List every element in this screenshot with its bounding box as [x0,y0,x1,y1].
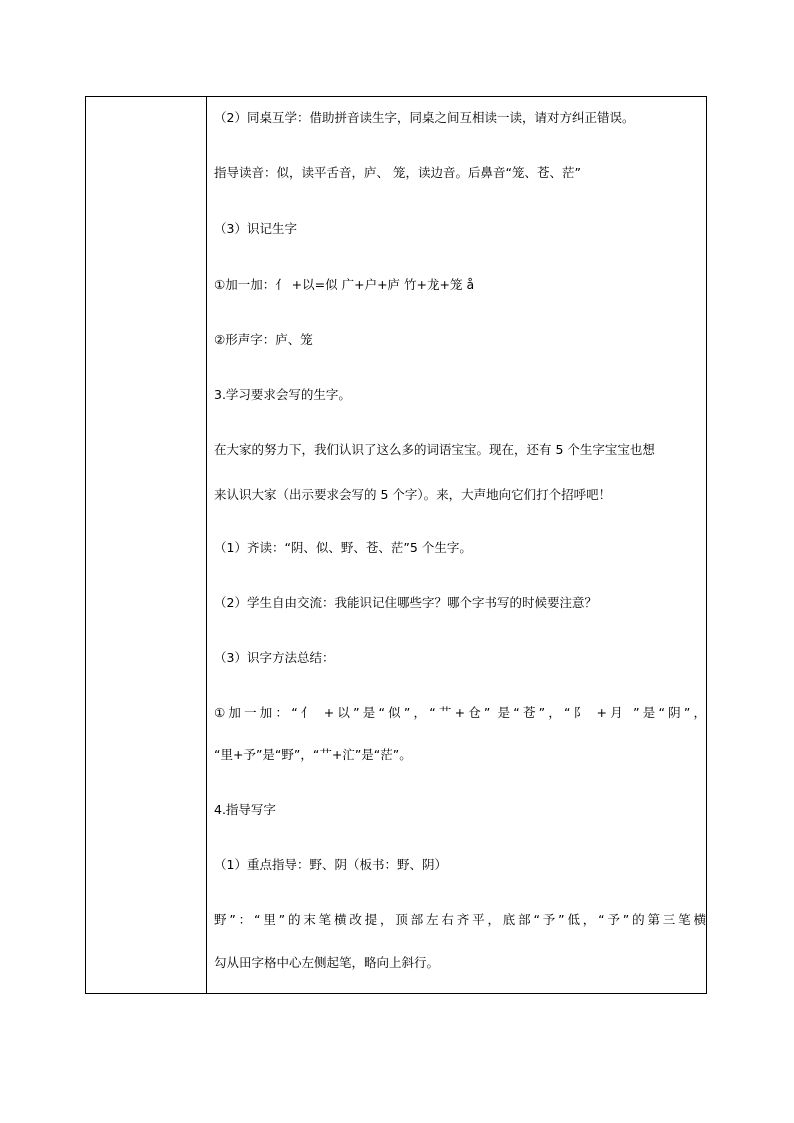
left-column-cell [86,97,207,993]
text-line-4: ①加一加：亻 +以=似 广+户+庐 竹+龙+笼 å [214,277,475,292]
text-line-5: ②形声字：庐、笼 [214,332,313,347]
text-line-7: 在大家的努力下，我们认识了这么多的词语宝宝。现在，还有 5 个生字宝宝也想 [214,442,655,457]
text-line-8: 来认识大家（出示要求会写的 5 个字）。来，大声地向它们打个招呼吧！ [214,487,612,502]
text-line-14: 4.指导写字 [214,802,276,817]
text-line-16: 野”：“里”的末笔横改提，顶部左右齐平，底部“予”低，“予”的第三笔横 [214,912,706,927]
text-line-1: （2）同桌互学：借助拼音读生字，同桌之间互相读一读，请对方纠正错误。 [214,110,635,125]
text-line-13: “里+予”是“野”，“艹+汒”是“茫”。 [214,747,412,762]
lesson-table [85,96,707,994]
content-cell [207,97,706,993]
text-line-17: 勾从田字格中心左侧起笔，略向上斜行。 [214,955,440,970]
text-line-2: 指导读音：似，读平舌音，庐、 笼，读边音。后鼻音“笼、苍、茫” [214,165,581,180]
text-line-9: （1）齐读：“阴、似、野、苍、茫”5 个生字。 [214,540,472,555]
text-line-11: （3）识字方法总结： [214,650,335,665]
text-line-10: （2）学生自由交流：我能识记住哪些字？哪个字书写的时候要注意？ [214,595,597,610]
text-line-15: （1）重点指导：野、阴（板书：野、阴） [214,857,447,872]
text-line-6: 3.学习要求会写的生字。 [214,387,351,402]
text-line-12: ①加一加：“亻 +以”是“似”，“艹+仓” 是“苍”，“阝 +月 ”是“阴”， [214,705,706,720]
text-line-3: （3）识记生字 [214,221,297,236]
